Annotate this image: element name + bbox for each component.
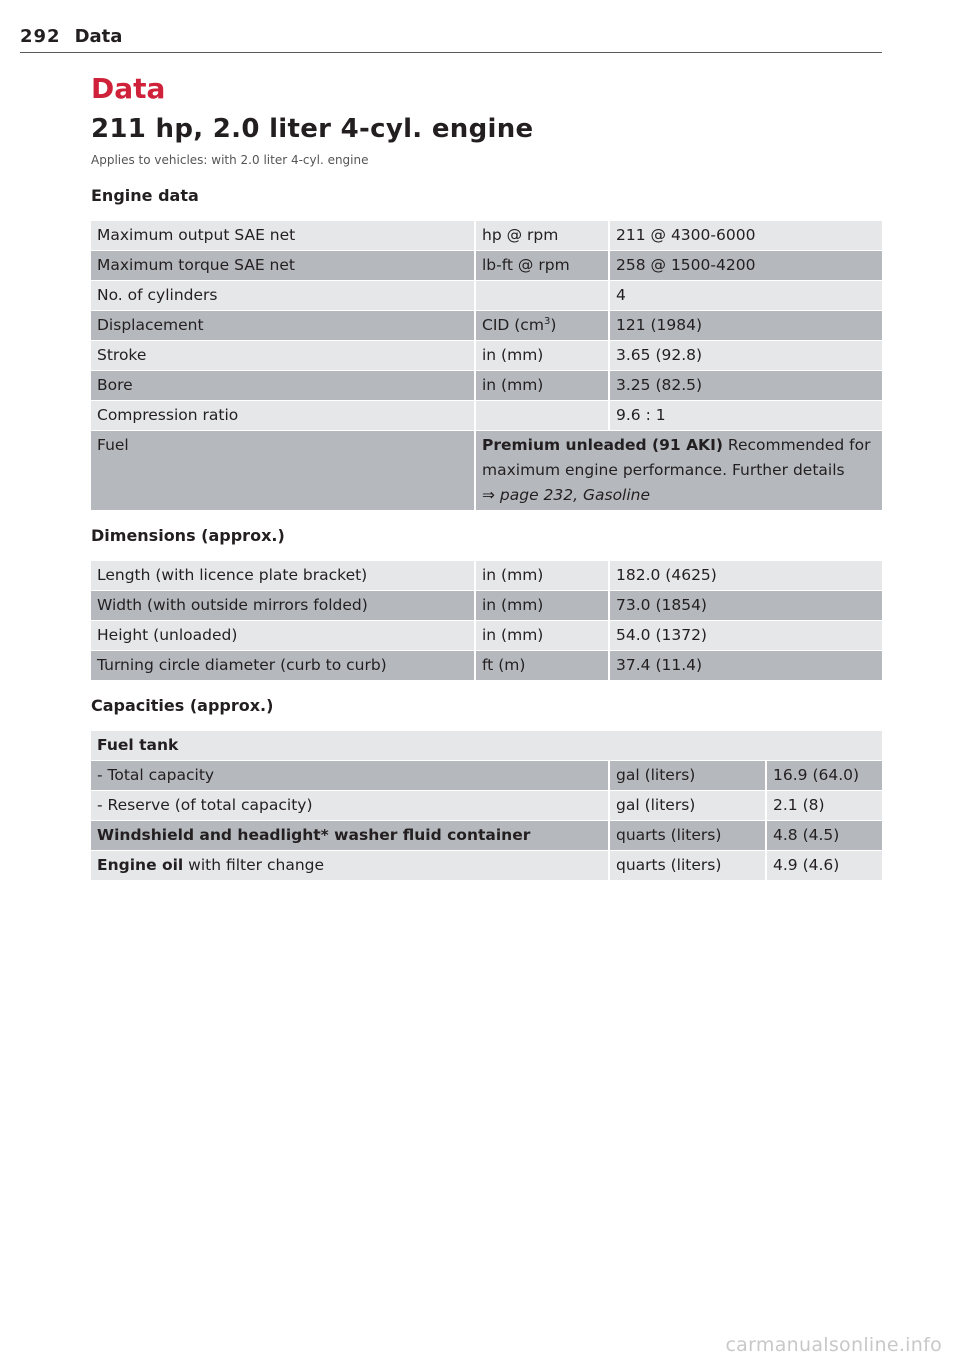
row-label: - Total capacity xyxy=(91,761,608,790)
row-unit: quarts (liters) xyxy=(608,851,765,880)
row-unit: gal (liters) xyxy=(608,791,765,820)
row-label: Displacement xyxy=(91,311,474,340)
row-label: Maximum torque SAE net xyxy=(91,251,474,280)
row-value: 182.0 (4625) xyxy=(608,561,882,590)
fuel-type: Premium unleaded (91 AKI) xyxy=(482,436,723,454)
fuel-tank-label: Fuel tank xyxy=(97,736,179,754)
row-value: 3.65 (92.8) xyxy=(608,341,882,370)
fuel-tank-heading xyxy=(91,731,882,760)
row-unit: in (mm) xyxy=(474,561,608,590)
row-unit: quarts (liters) xyxy=(608,821,765,850)
unit-superscript: 3 xyxy=(543,315,551,327)
row-value: 54.0 (1372) xyxy=(608,621,882,650)
row-label: - Reserve (of total capacity) xyxy=(91,791,608,820)
row-label-bold: Engine oil xyxy=(97,856,184,874)
table-row xyxy=(91,221,882,250)
row-value: 9.6 : 1 xyxy=(608,401,882,430)
engine-data-heading: Engine data xyxy=(91,186,199,205)
table-row-fuel xyxy=(91,431,882,510)
unit-text: CID (cm xyxy=(482,316,544,334)
watermark: carmanualsonline.info xyxy=(725,1334,942,1356)
row-unit: in (mm) xyxy=(474,341,608,370)
row-label xyxy=(91,821,608,850)
table-row xyxy=(91,761,882,790)
chapter-title: Data xyxy=(91,72,166,105)
row-unit xyxy=(474,281,608,310)
row-value: 4.8 (4.5) xyxy=(765,821,882,850)
capacities-table xyxy=(91,730,882,881)
table-row xyxy=(91,561,882,590)
row-value: 258 @ 1500-4200 xyxy=(608,251,882,280)
page-number: 292 xyxy=(20,26,61,47)
row-value: 3.25 (82.5) xyxy=(608,371,882,400)
page-header xyxy=(20,26,882,53)
row-label-rest: with filter change xyxy=(183,856,325,874)
dimensions-heading: Dimensions (approx.) xyxy=(91,526,285,545)
row-value: 211 @ 4300-6000 xyxy=(608,221,882,250)
row-unit: in (mm) xyxy=(474,371,608,400)
table-row xyxy=(91,851,882,880)
row-unit: gal (liters) xyxy=(608,761,765,790)
table-row xyxy=(91,281,882,310)
row-unit xyxy=(474,401,608,430)
row-label: Width (with outside mirrors folded) xyxy=(91,591,474,620)
table-row xyxy=(91,651,882,680)
table-row xyxy=(91,791,882,820)
row-label: Turning circle diameter (curb to curb) xyxy=(91,651,474,680)
row-label: Maximum output SAE net xyxy=(91,221,474,250)
table-row xyxy=(91,311,882,340)
table-row xyxy=(91,251,882,280)
dimensions-table xyxy=(91,560,882,681)
capacities-heading: Capacities (approx.) xyxy=(91,696,274,715)
row-unit: lb-ft @ rpm xyxy=(474,251,608,280)
fuel-description xyxy=(474,431,882,510)
row-unit: ft (m) xyxy=(474,651,608,680)
row-value: 16.9 (64.0) xyxy=(765,761,882,790)
fuel-note: Recommended for maximum engine performance. Further details xyxy=(482,436,871,479)
row-value: 121 (1984) xyxy=(608,311,882,340)
row-value: 37.4 (11.4) xyxy=(608,651,882,680)
row-label: Length (with licence plate bracket) xyxy=(91,561,474,590)
row-label xyxy=(91,851,608,880)
row-unit xyxy=(474,311,608,340)
row-label: Height (unloaded) xyxy=(91,621,474,650)
page-title: 211 hp, 2.0 liter 4-cyl. engine xyxy=(91,114,534,144)
page-reference-link[interactable]: ⇒ page 232, Gasoline xyxy=(482,486,651,504)
row-value: 2.1 (8) xyxy=(765,791,882,820)
row-label: Bore xyxy=(91,371,474,400)
row-label: Stroke xyxy=(91,341,474,370)
row-label: No. of cylinders xyxy=(91,281,474,310)
table-row xyxy=(91,821,882,850)
table-row xyxy=(91,731,882,760)
row-value: 4.9 (4.6) xyxy=(765,851,882,880)
row-label-bold: Windshield and headlight* washer fluid container xyxy=(97,826,531,844)
applies-to-note: Applies to vehicles: with 2.0 liter 4-cyl. engine xyxy=(91,153,369,167)
row-value: 4 xyxy=(608,281,882,310)
row-label: Compression ratio xyxy=(91,401,474,430)
table-row xyxy=(91,591,882,620)
row-label: Fuel xyxy=(91,431,474,510)
row-unit: in (mm) xyxy=(474,591,608,620)
table-row xyxy=(91,371,882,400)
engine-data-table xyxy=(91,220,882,511)
unit-close: ) xyxy=(550,316,557,334)
table-row xyxy=(91,341,882,370)
row-value: 73.0 (1854) xyxy=(608,591,882,620)
table-row xyxy=(91,621,882,650)
row-unit: hp @ rpm xyxy=(474,221,608,250)
table-row xyxy=(91,401,882,430)
row-unit: in (mm) xyxy=(474,621,608,650)
header-section-title: Data xyxy=(74,26,123,47)
